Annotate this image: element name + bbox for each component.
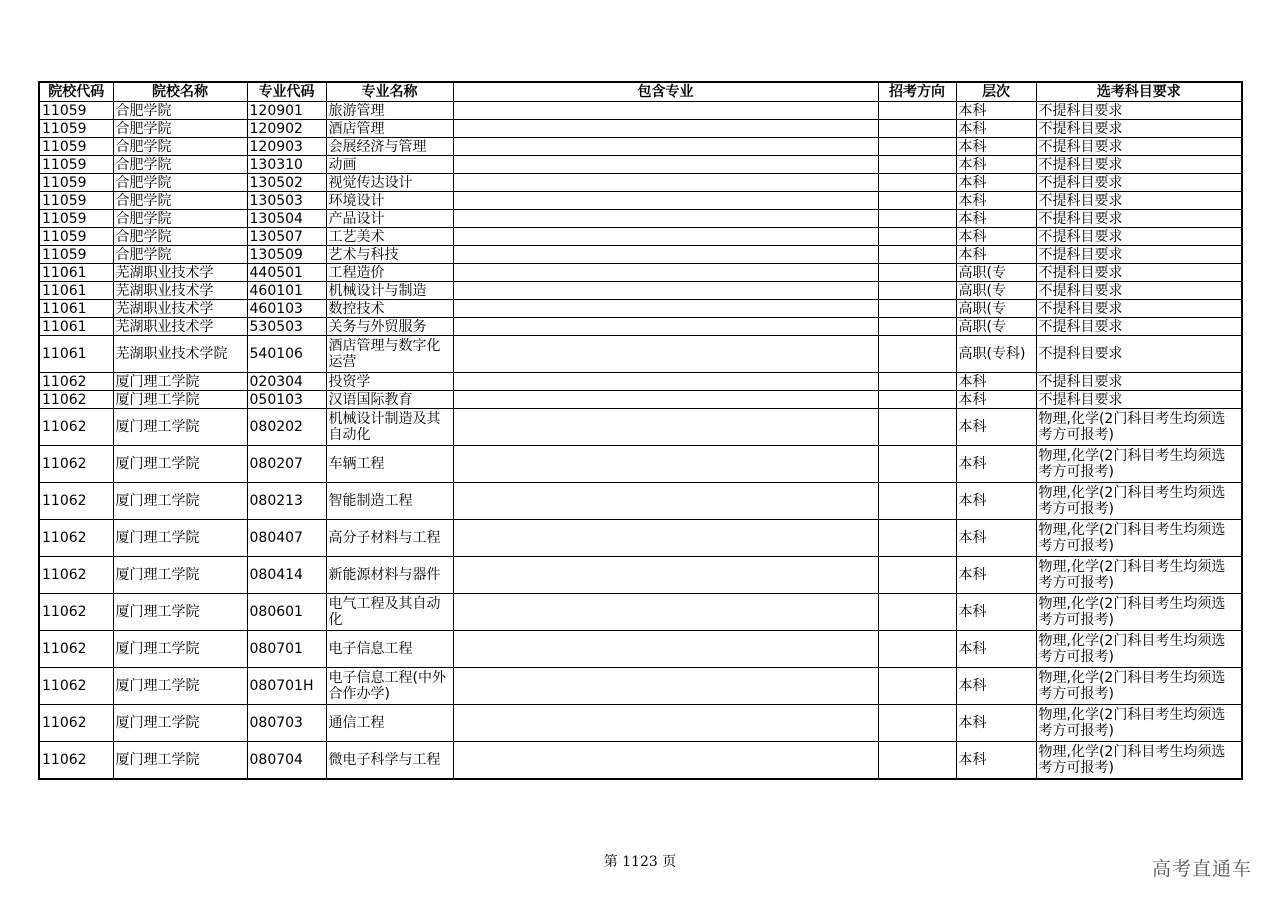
cell-includes xyxy=(453,300,878,318)
table-row xyxy=(39,483,1242,520)
cell-requirement: 不提科目要求 xyxy=(1036,391,1242,409)
cell-school-name: 厦门理工学院 xyxy=(113,594,247,631)
cell-major-code: 080407 xyxy=(247,520,326,557)
cell-school-code: 11059 xyxy=(39,156,113,174)
cell-direction xyxy=(878,246,956,264)
table-row xyxy=(39,373,1242,391)
cell-school-name: 合肥学院 xyxy=(113,210,247,228)
cell-school-name: 合肥学院 xyxy=(113,246,247,264)
cell-major-code: 460101 xyxy=(247,282,326,300)
cell-direction xyxy=(878,409,956,446)
cell-school-code: 11062 xyxy=(39,594,113,631)
cell-school-code: 11062 xyxy=(39,557,113,594)
cell-direction xyxy=(878,192,956,210)
cell-requirement: 不提科目要求 xyxy=(1036,318,1242,336)
cell-requirement: 不提科目要求 xyxy=(1036,102,1242,120)
cell-major-name: 关务与外贸服务 xyxy=(326,318,453,336)
cell-major-name: 新能源材料与器件 xyxy=(326,557,453,594)
cell-level: 本科 xyxy=(956,156,1036,174)
cell-major-name: 投资学 xyxy=(326,373,453,391)
cell-requirement: 不提科目要求 xyxy=(1036,120,1242,138)
cell-major-code: 460103 xyxy=(247,300,326,318)
cell-level: 本科 xyxy=(956,557,1036,594)
cell-level: 本科 xyxy=(956,446,1036,483)
table-row xyxy=(39,594,1242,631)
cell-major-name: 会展经济与管理 xyxy=(326,138,453,156)
cell-requirement: 不提科目要求 xyxy=(1036,228,1242,246)
cell-major-code: 080701H xyxy=(247,668,326,705)
cell-level: 本科 xyxy=(956,742,1036,780)
cell-major-code: 080701 xyxy=(247,631,326,668)
cell-school-code: 11062 xyxy=(39,409,113,446)
cell-school-name: 厦门理工学院 xyxy=(113,446,247,483)
cell-includes xyxy=(453,210,878,228)
cell-major-name: 艺术与科技 xyxy=(326,246,453,264)
cell-direction xyxy=(878,594,956,631)
cell-major-name: 通信工程 xyxy=(326,705,453,742)
cell-requirement: 物理,化学(2门科目考生均须选考方可报考) xyxy=(1036,446,1242,483)
cell-direction xyxy=(878,210,956,228)
cell-major-name: 旅游管理 xyxy=(326,102,453,120)
cell-level: 本科 xyxy=(956,668,1036,705)
header-direction: 招考方向 xyxy=(878,82,956,102)
cell-requirement: 物理,化学(2门科目考生均须选考方可报考) xyxy=(1036,668,1242,705)
cell-school-code: 11061 xyxy=(39,336,113,373)
cell-school-name: 厦门理工学院 xyxy=(113,668,247,705)
cell-direction xyxy=(878,282,956,300)
cell-direction xyxy=(878,705,956,742)
table-row xyxy=(39,174,1242,192)
cell-includes xyxy=(453,246,878,264)
cell-major-name: 车辆工程 xyxy=(326,446,453,483)
cell-school-code: 11059 xyxy=(39,174,113,192)
cell-requirement: 物理,化学(2门科目考生均须选考方可报考) xyxy=(1036,409,1242,446)
table-row xyxy=(39,102,1242,120)
cell-school-name: 厦门理工学院 xyxy=(113,409,247,446)
table-row xyxy=(39,120,1242,138)
cell-major-name: 产品设计 xyxy=(326,210,453,228)
table-row xyxy=(39,705,1242,742)
cell-direction xyxy=(878,631,956,668)
cell-major-code: 080703 xyxy=(247,705,326,742)
cell-includes xyxy=(453,557,878,594)
cell-school-name: 合肥学院 xyxy=(113,120,247,138)
cell-includes xyxy=(453,318,878,336)
cell-school-name: 厦门理工学院 xyxy=(113,520,247,557)
cell-school-code: 11062 xyxy=(39,668,113,705)
table-row xyxy=(39,336,1242,373)
cell-level: 高职(专 xyxy=(956,318,1036,336)
cell-major-name: 智能制造工程 xyxy=(326,483,453,520)
cell-requirement: 物理,化学(2门科目考生均须选考方可报考) xyxy=(1036,594,1242,631)
cell-requirement: 物理,化学(2门科目考生均须选考方可报考) xyxy=(1036,557,1242,594)
cell-major-name: 工艺美术 xyxy=(326,228,453,246)
cell-school-name: 厦门理工学院 xyxy=(113,557,247,594)
cell-school-name: 合肥学院 xyxy=(113,138,247,156)
cell-level: 本科 xyxy=(956,120,1036,138)
cell-school-name: 芜湖职业技术学 xyxy=(113,318,247,336)
cell-major-code: 080704 xyxy=(247,742,326,780)
cell-school-code: 11062 xyxy=(39,742,113,780)
cell-major-code: 120901 xyxy=(247,102,326,120)
cell-major-code: 050103 xyxy=(247,391,326,409)
cell-direction xyxy=(878,668,956,705)
cell-major-code: 080202 xyxy=(247,409,326,446)
header-level: 层次 xyxy=(956,82,1036,102)
cell-direction xyxy=(878,742,956,780)
cell-requirement: 物理,化学(2门科目考生均须选考方可报考) xyxy=(1036,742,1242,780)
cell-school-name: 合肥学院 xyxy=(113,174,247,192)
cell-direction xyxy=(878,336,956,373)
table-row xyxy=(39,446,1242,483)
cell-school-code: 11059 xyxy=(39,138,113,156)
cell-major-name: 动画 xyxy=(326,156,453,174)
cell-level: 本科 xyxy=(956,210,1036,228)
table-row xyxy=(39,192,1242,210)
cell-major-code: 130504 xyxy=(247,210,326,228)
cell-level: 本科 xyxy=(956,520,1036,557)
admission-table xyxy=(38,81,1243,780)
cell-major-code: 080207 xyxy=(247,446,326,483)
header-major-code: 专业代码 xyxy=(247,82,326,102)
cell-school-name: 厦门理工学院 xyxy=(113,373,247,391)
cell-level: 本科 xyxy=(956,246,1036,264)
cell-major-name: 工程造价 xyxy=(326,264,453,282)
cell-includes xyxy=(453,594,878,631)
cell-direction xyxy=(878,264,956,282)
cell-requirement: 不提科目要求 xyxy=(1036,300,1242,318)
cell-includes xyxy=(453,282,878,300)
cell-direction xyxy=(878,318,956,336)
cell-level: 本科 xyxy=(956,174,1036,192)
table-row xyxy=(39,210,1242,228)
cell-major-name: 高分子材料与工程 xyxy=(326,520,453,557)
cell-major-code: 540106 xyxy=(247,336,326,373)
header-row xyxy=(39,82,1242,102)
cell-direction xyxy=(878,156,956,174)
cell-major-name: 电子信息工程 xyxy=(326,631,453,668)
cell-school-code: 11059 xyxy=(39,102,113,120)
cell-major-code: 130507 xyxy=(247,228,326,246)
cell-major-name: 电子信息工程(中外合作办学) xyxy=(326,668,453,705)
cell-requirement: 不提科目要求 xyxy=(1036,174,1242,192)
cell-level: 高职(专科) xyxy=(956,336,1036,373)
cell-school-code: 11059 xyxy=(39,210,113,228)
cell-level: 本科 xyxy=(956,594,1036,631)
cell-requirement: 不提科目要求 xyxy=(1036,336,1242,373)
cell-school-name: 合肥学院 xyxy=(113,102,247,120)
cell-includes xyxy=(453,520,878,557)
cell-requirement: 不提科目要求 xyxy=(1036,138,1242,156)
cell-direction xyxy=(878,557,956,594)
cell-school-code: 11061 xyxy=(39,264,113,282)
cell-school-name: 合肥学院 xyxy=(113,228,247,246)
cell-school-name: 芜湖职业技术学 xyxy=(113,264,247,282)
table-row xyxy=(39,282,1242,300)
cell-major-name: 视觉传达设计 xyxy=(326,174,453,192)
cell-school-code: 11059 xyxy=(39,228,113,246)
cell-includes xyxy=(453,446,878,483)
cell-direction xyxy=(878,300,956,318)
cell-includes xyxy=(453,156,878,174)
cell-requirement: 物理,化学(2门科目考生均须选考方可报考) xyxy=(1036,631,1242,668)
cell-major-name: 酒店管理与数字化运营 xyxy=(326,336,453,373)
cell-includes xyxy=(453,174,878,192)
cell-major-code: 530503 xyxy=(247,318,326,336)
cell-direction xyxy=(878,391,956,409)
cell-school-code: 11062 xyxy=(39,373,113,391)
cell-direction xyxy=(878,228,956,246)
table-row xyxy=(39,557,1242,594)
cell-major-code: 130310 xyxy=(247,156,326,174)
cell-level: 本科 xyxy=(956,373,1036,391)
cell-level: 高职(专 xyxy=(956,264,1036,282)
cell-school-code: 11059 xyxy=(39,246,113,264)
cell-major-name: 电气工程及其自动化 xyxy=(326,594,453,631)
cell-school-name: 芜湖职业技术学 xyxy=(113,282,247,300)
cell-includes xyxy=(453,264,878,282)
cell-school-code: 11061 xyxy=(39,300,113,318)
cell-includes xyxy=(453,373,878,391)
cell-level: 本科 xyxy=(956,705,1036,742)
cell-school-name: 合肥学院 xyxy=(113,156,247,174)
cell-school-name: 芜湖职业技术学院 xyxy=(113,336,247,373)
cell-includes xyxy=(453,336,878,373)
cell-direction xyxy=(878,446,956,483)
cell-includes xyxy=(453,631,878,668)
cell-includes xyxy=(453,228,878,246)
cell-major-code: 130502 xyxy=(247,174,326,192)
table-row xyxy=(39,246,1242,264)
cell-school-name: 厦门理工学院 xyxy=(113,483,247,520)
table-row xyxy=(39,742,1242,780)
cell-major-name: 汉语国际教育 xyxy=(326,391,453,409)
cell-level: 本科 xyxy=(956,102,1036,120)
page-number: 第 1123 页 xyxy=(603,854,677,870)
cell-school-code: 11062 xyxy=(39,391,113,409)
cell-major-name: 机械设计与制造 xyxy=(326,282,453,300)
table-row xyxy=(39,409,1242,446)
watermark: 高考直通车 xyxy=(1151,858,1252,880)
cell-school-name: 厦门理工学院 xyxy=(113,742,247,780)
cell-major-code: 080213 xyxy=(247,483,326,520)
cell-direction xyxy=(878,483,956,520)
cell-school-name: 厦门理工学院 xyxy=(113,391,247,409)
table-row xyxy=(39,156,1242,174)
cell-school-name: 厦门理工学院 xyxy=(113,631,247,668)
cell-requirement: 不提科目要求 xyxy=(1036,192,1242,210)
cell-major-code: 080414 xyxy=(247,557,326,594)
cell-level: 高职(专 xyxy=(956,282,1036,300)
cell-requirement: 不提科目要求 xyxy=(1036,282,1242,300)
cell-major-code: 020304 xyxy=(247,373,326,391)
cell-school-name: 芜湖职业技术学 xyxy=(113,300,247,318)
cell-school-code: 11059 xyxy=(39,120,113,138)
header-school-code: 院校代码 xyxy=(39,82,113,102)
table-row xyxy=(39,520,1242,557)
table-row xyxy=(39,228,1242,246)
cell-major-name: 机械设计制造及其自动化 xyxy=(326,409,453,446)
cell-requirement: 不提科目要求 xyxy=(1036,156,1242,174)
table-row xyxy=(39,318,1242,336)
cell-direction xyxy=(878,102,956,120)
cell-major-name: 数控技术 xyxy=(326,300,453,318)
cell-school-code: 11061 xyxy=(39,318,113,336)
cell-includes xyxy=(453,391,878,409)
cell-school-code: 11062 xyxy=(39,483,113,520)
cell-major-name: 微电子科学与工程 xyxy=(326,742,453,780)
cell-major-code: 120903 xyxy=(247,138,326,156)
cell-includes xyxy=(453,102,878,120)
cell-major-code: 130503 xyxy=(247,192,326,210)
cell-includes xyxy=(453,668,878,705)
cell-requirement: 不提科目要求 xyxy=(1036,246,1242,264)
table-row xyxy=(39,391,1242,409)
cell-requirement: 物理,化学(2门科目考生均须选考方可报考) xyxy=(1036,705,1242,742)
table-row xyxy=(39,138,1242,156)
cell-major-code: 120902 xyxy=(247,120,326,138)
cell-level: 本科 xyxy=(956,138,1036,156)
cell-direction xyxy=(878,120,956,138)
cell-direction xyxy=(878,138,956,156)
header-school-name: 院校名称 xyxy=(113,82,247,102)
cell-includes xyxy=(453,705,878,742)
cell-school-code: 11059 xyxy=(39,192,113,210)
cell-level: 高职(专 xyxy=(956,300,1036,318)
cell-requirement: 不提科目要求 xyxy=(1036,264,1242,282)
table-row xyxy=(39,668,1242,705)
cell-direction xyxy=(878,373,956,391)
cell-major-name: 酒店管理 xyxy=(326,120,453,138)
cell-major-code: 440501 xyxy=(247,264,326,282)
cell-requirement: 物理,化学(2门科目考生均须选考方可报考) xyxy=(1036,520,1242,557)
cell-requirement: 不提科目要求 xyxy=(1036,210,1242,228)
cell-major-code: 130509 xyxy=(247,246,326,264)
cell-requirement: 物理,化学(2门科目考生均须选考方可报考) xyxy=(1036,483,1242,520)
header-major-name: 专业名称 xyxy=(326,82,453,102)
cell-level: 本科 xyxy=(956,192,1036,210)
header-requirement: 选考科目要求 xyxy=(1036,82,1242,102)
table-row xyxy=(39,300,1242,318)
cell-requirement: 不提科目要求 xyxy=(1036,373,1242,391)
cell-school-name: 厦门理工学院 xyxy=(113,705,247,742)
cell-includes xyxy=(453,742,878,780)
cell-level: 本科 xyxy=(956,391,1036,409)
cell-level: 本科 xyxy=(956,631,1036,668)
cell-school-code: 11062 xyxy=(39,631,113,668)
cell-school-code: 11062 xyxy=(39,446,113,483)
cell-school-name: 合肥学院 xyxy=(113,192,247,210)
cell-direction xyxy=(878,174,956,192)
cell-includes xyxy=(453,409,878,446)
table-row xyxy=(39,631,1242,668)
table-row xyxy=(39,264,1242,282)
cell-level: 本科 xyxy=(956,483,1036,520)
cell-school-code: 11062 xyxy=(39,705,113,742)
cell-includes xyxy=(453,483,878,520)
cell-direction xyxy=(878,520,956,557)
cell-major-name: 环境设计 xyxy=(326,192,453,210)
header-includes: 包含专业 xyxy=(453,82,878,102)
cell-includes xyxy=(453,120,878,138)
cell-includes xyxy=(453,192,878,210)
cell-school-code: 11061 xyxy=(39,282,113,300)
table-body xyxy=(39,102,1242,780)
cell-includes xyxy=(453,138,878,156)
cell-level: 本科 xyxy=(956,228,1036,246)
cell-school-code: 11062 xyxy=(39,520,113,557)
cell-level: 本科 xyxy=(956,409,1036,446)
cell-major-code: 080601 xyxy=(247,594,326,631)
